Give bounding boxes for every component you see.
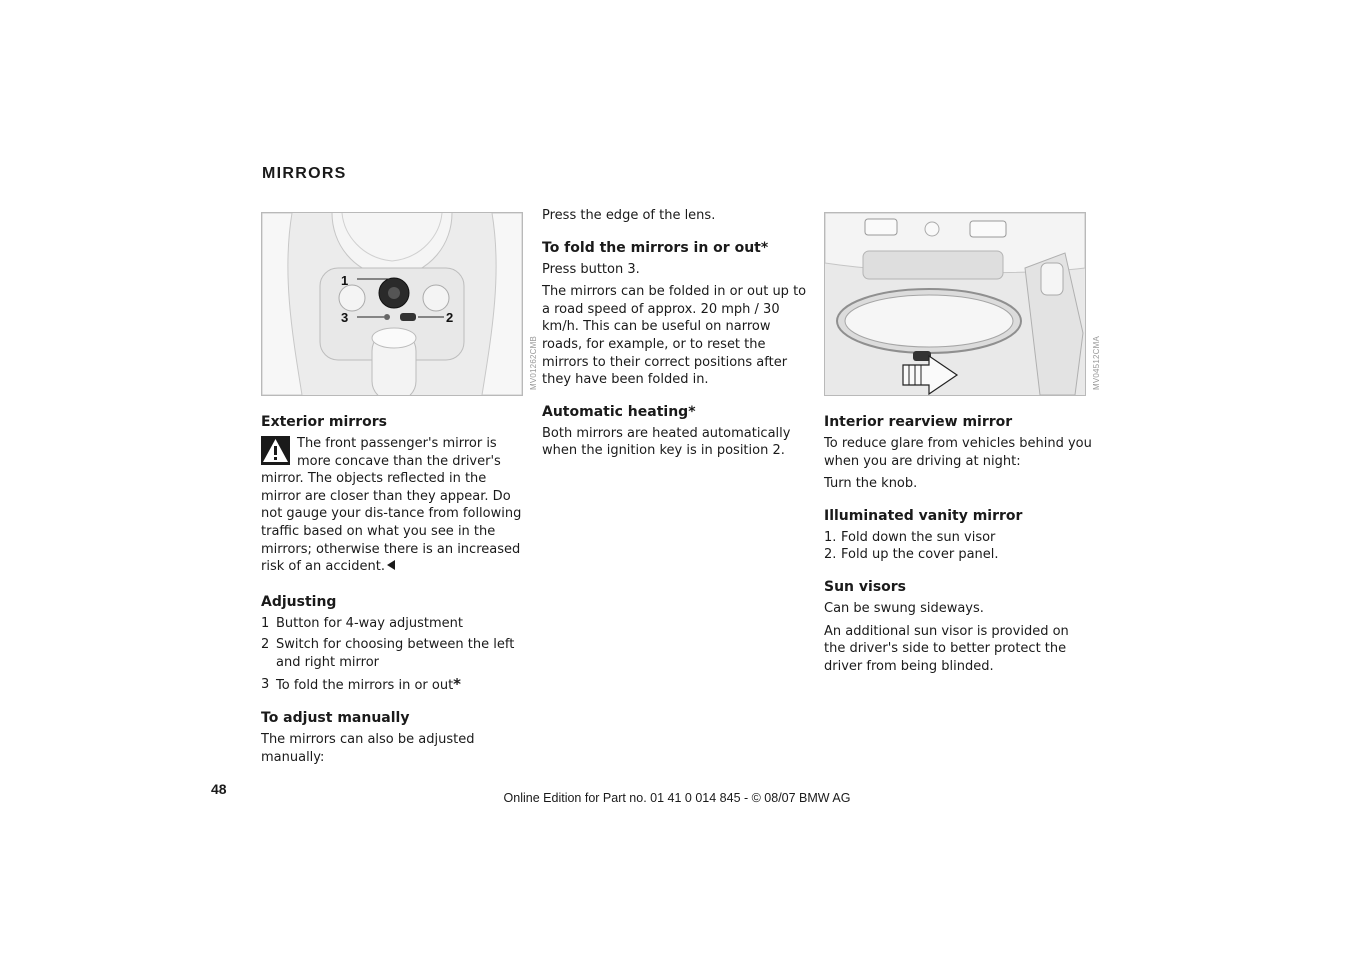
interior-mirror-text: To reduce glare from vehicles behind you when you are driving at night: xyxy=(824,436,1092,469)
sun-visors-text: Can be swung sideways. xyxy=(824,600,984,616)
warning-icon xyxy=(261,436,290,465)
list-item: 3 To fold the mirrors in or out* xyxy=(261,674,462,693)
page-title: MIRRORS xyxy=(262,165,347,182)
sun-visors-note: An additional sun visor is provided on the driver's side to better protect the driver from being blinded. xyxy=(824,623,1069,674)
end-of-note-icon xyxy=(387,560,395,570)
automatic-heating-text: Both mirrors are heated automatically when the ignition key is in position 2. xyxy=(542,425,791,459)
rearview-mirror-illustration xyxy=(824,212,1086,396)
list-item: 1 Button for 4-way adjustment xyxy=(261,615,464,631)
column-middle xyxy=(542,207,810,465)
callout-1: 1 xyxy=(341,273,349,288)
sun-visors-heading: Sun visors xyxy=(824,578,907,595)
footer-edition: Online Edition for Part no. 01 41 0 014 845 - © 08/07 BMW AG xyxy=(503,791,851,805)
vanity-mirror-heading: Illuminated vanity mirror xyxy=(824,507,1023,524)
interior-mirror-heading: Interior rearview mirror xyxy=(824,414,1013,430)
rearview-mirror-drawing xyxy=(825,213,1085,395)
interior-mirror-step: Turn the knob. xyxy=(824,476,918,492)
adjusting-list xyxy=(261,615,529,694)
figure-code: MV01262CMB xyxy=(529,336,538,391)
warning-text: The front passenger's mirror is more concave than the driver's mirror. The objects reflected in the mirror are closer than they appear. Do not gauge your dis-tance from following traffic based on what you see in the mirrors; otherwise there is an increased risk of an accident. xyxy=(261,436,522,575)
mirror-switch-drawing xyxy=(262,213,522,395)
callout-3: 3 xyxy=(341,310,349,325)
list-item: 1. Fold down the sun visor xyxy=(824,529,996,545)
list-item: 2 Switch for choosing between the left and right mirror xyxy=(261,637,515,670)
column-right xyxy=(824,212,1101,680)
column-left xyxy=(261,212,538,771)
adjust-manually-text: The mirrors can also be adjusted manually: xyxy=(261,732,475,765)
optional-equipment-asterisk: * xyxy=(453,674,462,693)
adjust-manually-continued: Press the edge of the lens. xyxy=(542,208,716,223)
mirror-switch-illustration xyxy=(261,212,523,396)
adjusting-heading: Adjusting xyxy=(261,593,337,610)
vanity-mirror-steps xyxy=(824,529,1092,564)
list-item: 2. Fold up the cover panel. xyxy=(824,547,999,563)
callout-2: 2 xyxy=(446,310,454,325)
exterior-mirrors-heading: Exterior mirrors xyxy=(261,414,387,430)
automatic-heating-heading: Automatic heating* xyxy=(542,403,696,420)
fold-mirrors-text: The mirrors can be folded in or out up to a road speed of approx. 20 mph / 30 km/h. This can be useful on narrow roads, for example, or to reset the mirrors to their correct positions after they have been folded in. xyxy=(542,284,807,388)
adjust-manually-heading: To adjust manually xyxy=(261,710,410,727)
fold-mirrors-heading: To fold the mirrors in or out* xyxy=(542,239,769,256)
figure-code: MV04512CMA xyxy=(1092,336,1101,391)
fold-mirrors-step: Press button 3. xyxy=(542,261,640,277)
page-number: 48 xyxy=(211,781,227,797)
warning-block xyxy=(261,435,529,576)
